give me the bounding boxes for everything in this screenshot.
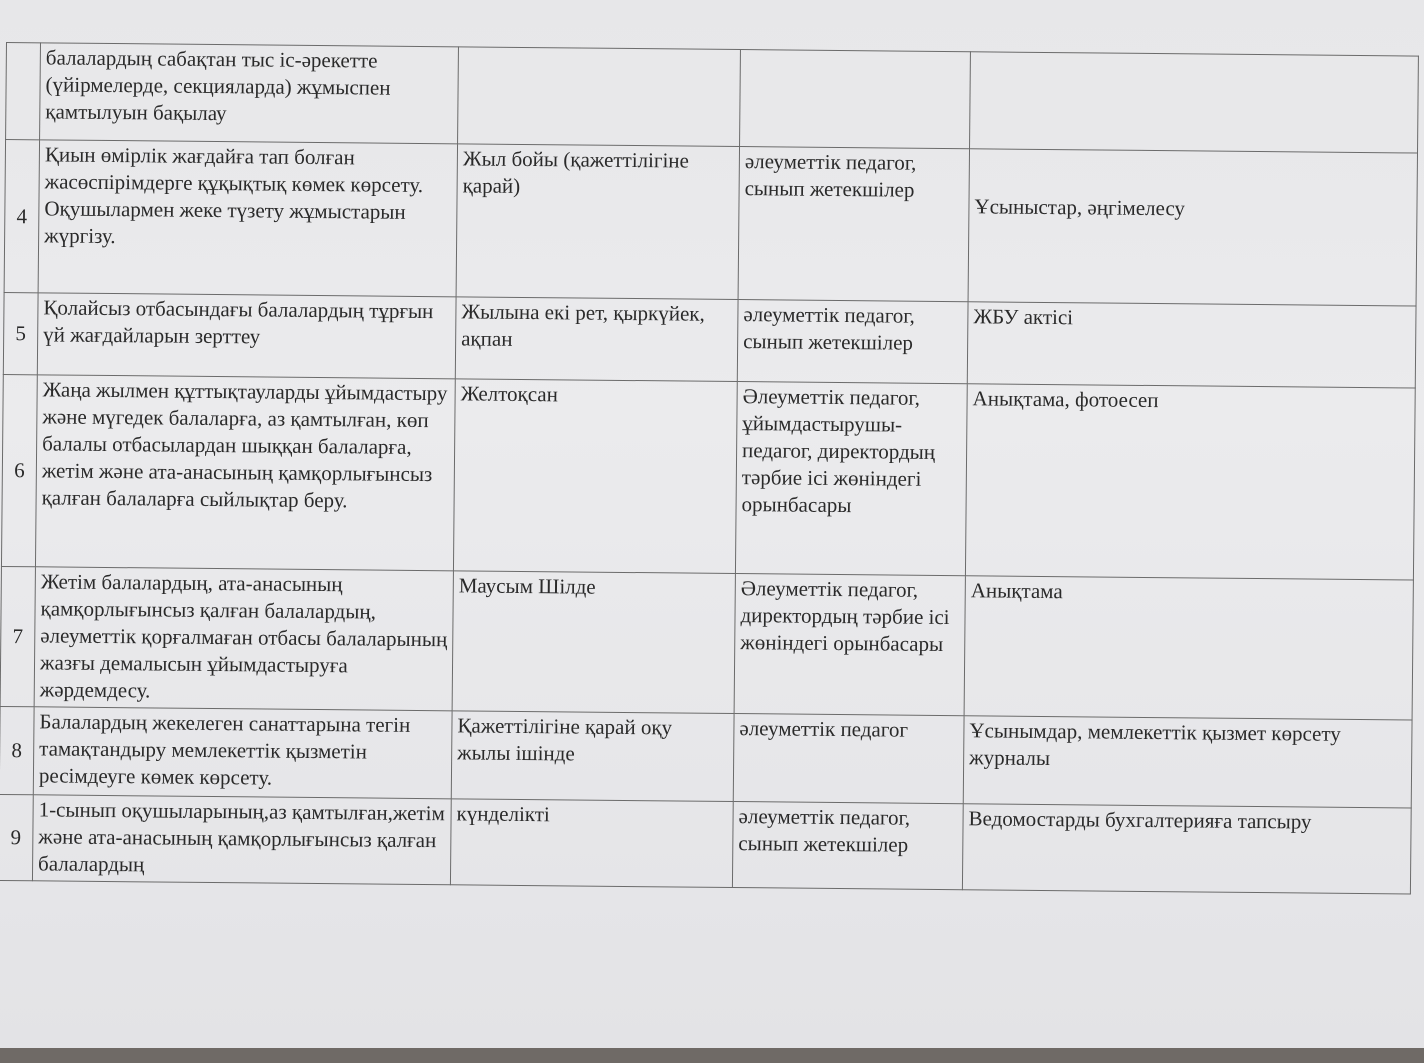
responsible-cell: әлеуметтік педагог, сынып жетекшілер <box>732 802 963 890</box>
responsible-cell: әлеуметтік педагог, сынып жетекшілер <box>737 300 968 384</box>
timing-cell: күнделікті <box>450 799 733 888</box>
timing-cell: Желтоқсан <box>453 379 737 574</box>
row-number: 8 <box>0 706 34 794</box>
activity-cell: 1-сынып оқушыларының,аз қамтылған,жетім және ата-анасының қамқорлығынсыз қалған балалардың <box>32 795 451 885</box>
row-number: 9 <box>0 794 33 880</box>
table-row <box>1 374 1415 580</box>
responsible-cell: әлеуметтік педагог <box>733 714 964 804</box>
timing-cell <box>458 47 741 147</box>
result-cell: Анықтама <box>964 576 1413 720</box>
row-number: 5 <box>3 292 38 374</box>
responsible-cell: әлеуметтік педагог, сынып жетекшілер <box>738 147 969 302</box>
activity-cell: Қолайсыз отбасындағы балалардың тұрғын үй жағдайларын зерттеу <box>37 293 456 379</box>
table-row <box>4 140 1417 307</box>
responsible-cell: Әлеуметтік педагог, ұйымдастырушы-педагог, директордың тәрбие ісі жөніндегі орынбасары <box>735 382 967 576</box>
plan-table <box>0 42 1419 895</box>
row-number: 4 <box>4 140 39 293</box>
table-row <box>3 292 1416 388</box>
result-cell: Ведомостарды бухгалтерияға тапсыру <box>962 804 1411 894</box>
activity-cell: Жетім балалардың, ата-анасының қамқорлығынсыз қалған балалардың, әлеуметтік қорғалмаған отбасы балаларының жазғы демалысын ұйымдастыруға жәрдемдесу. <box>34 567 453 711</box>
row-number <box>6 43 41 140</box>
row-number: 6 <box>1 374 37 566</box>
activity-cell: Балалардың жекелеген санаттарына тегін тамақтандыру мемлекеттік қызметін ресімдеуге көмек көрсету. <box>33 707 452 799</box>
responsible-cell: Әлеуметтік педагог, директордың тәрбие ісі жөніндегі орынбасары <box>734 574 965 716</box>
row-number: 7 <box>0 566 35 706</box>
table-row <box>0 706 1412 808</box>
responsible-cell <box>740 50 971 149</box>
result-cell: Ұсыныстар, әңгімелесу <box>968 149 1417 306</box>
timing-cell: Маусым Шілде <box>452 571 735 714</box>
timing-cell: Жыл бойы (қажеттілігіне қарай) <box>456 144 739 300</box>
result-cell <box>970 52 1419 153</box>
table-row <box>0 794 1411 894</box>
activity-cell: балалардың сабақтан тыс іс-әрекетте (үйірмелерде, секцияларда) жұмыспен қамтылуын бақылау <box>40 43 459 144</box>
result-cell: Анықтама, фотоесеп <box>965 384 1415 580</box>
table-row <box>6 43 1419 154</box>
activity-cell: Жаңа жылмен құттықтауларды ұйымдастыру және мүгедек балаларға, аз қамтылған, көп балалы отбасылардан шыққан балаларға, жетім және ата-анасының қамқорлығынсыз қалған балаларға сыйлықтар беру. <box>35 375 455 571</box>
table-row <box>0 566 1413 720</box>
result-cell: ЖБУ актісі <box>967 302 1416 388</box>
activity-cell: Қиын өмірлік жағдайға тап болған жасөспірімдерге құқықтық көмек көрсету. Оқушылармен жеке түзету жұмыстарын жүргізу. <box>38 140 457 297</box>
timing-cell: Қажеттілігіне қарай оқу жылы ішінде <box>451 711 734 802</box>
timing-cell: Жылына екі рет, қыркүйек, ақпан <box>455 297 738 382</box>
result-cell: Ұсынымдар, мемлекеттік қызмет көрсету журналы <box>963 716 1412 808</box>
